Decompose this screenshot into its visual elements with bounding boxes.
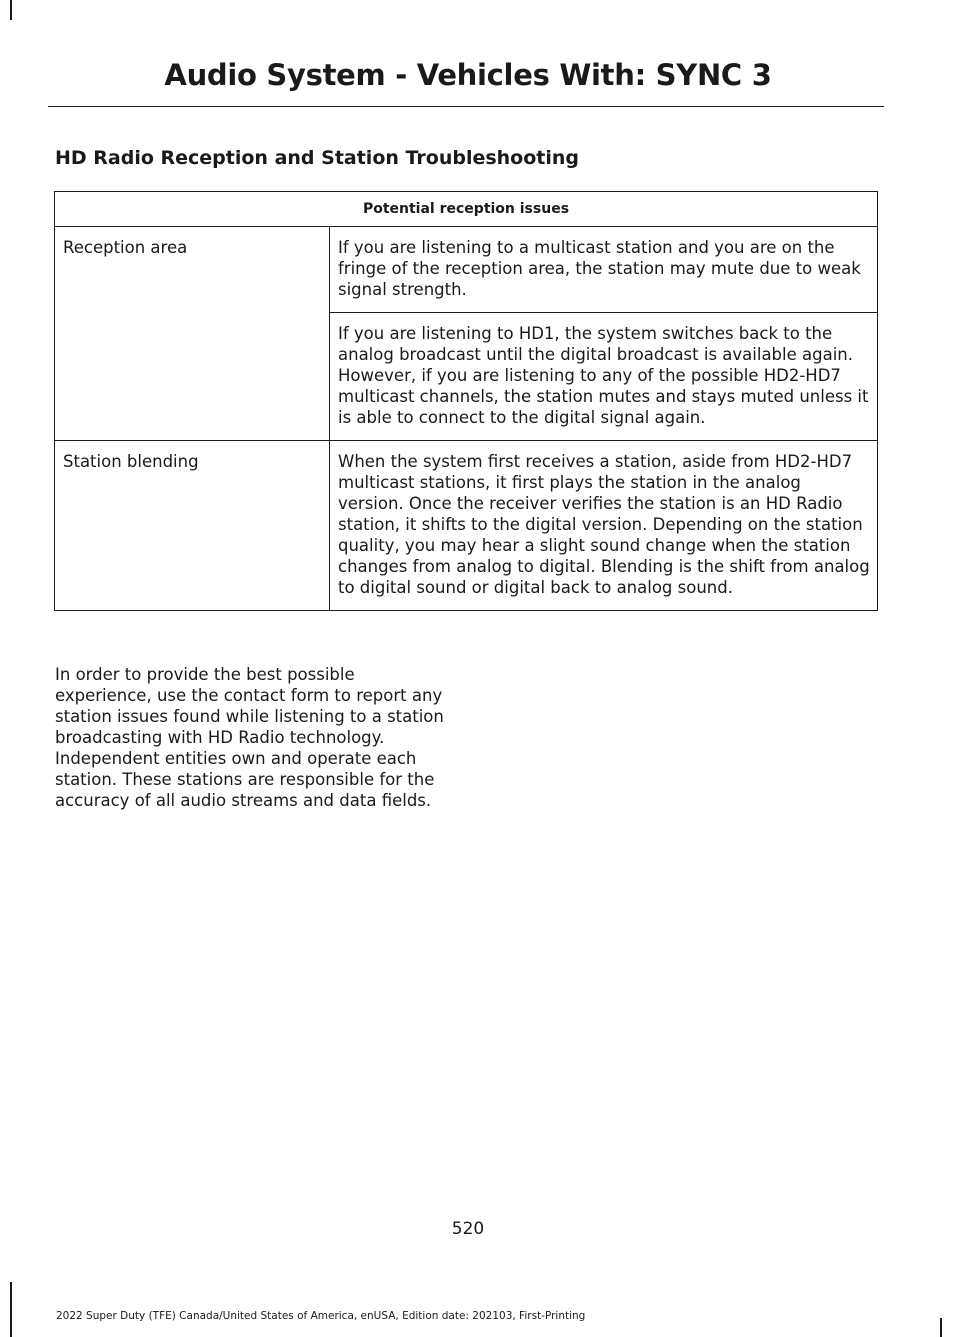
- crop-mark-top-left: [10, 0, 12, 20]
- page-number: 520: [451, 1219, 485, 1239]
- table-row: [55, 227, 878, 313]
- table-row-description: If you are listening to a multicast station and you are on the fringe of the reception area, the station may mute due to weak signal strength.: [330, 227, 878, 313]
- section-title: HD Radio Reception and Station Troubleshooting: [55, 147, 580, 169]
- page-footer: 2022 Super Duty (TFE) Canada/United States of America, enUSA, Edition date: 202103, First-Printing: [56, 1310, 586, 1322]
- page-header-title: Audio System - Vehicles With: SYNC 3: [164, 58, 772, 92]
- header-divider: [48, 106, 884, 107]
- table-row: [55, 441, 878, 611]
- table-row-label: Station blending: [55, 441, 330, 611]
- table-row-label: Reception area: [55, 227, 330, 441]
- table-header-row: [55, 192, 878, 227]
- table-caption: Potential reception issues: [55, 192, 878, 227]
- table-row-description: When the system first receives a station, aside from HD2-HD7 multicast stations, it first plays the station in the analog version. Once the receiver verifies the station is an HD Radio station, it shifts to the digital version. Depending on the station quality, you may hear a slight sound change when the station changes from analog to digital. Blending is the shift from analog to digital sound or digital back to analog sound.: [330, 441, 878, 611]
- reception-issues-table: [54, 191, 878, 611]
- table-row-description: If you are listening to HD1, the system switches back to the analog broadcast until the digital broadcast is available again. However, if you are listening to any of the possible HD2-HD7 multicast channels, the station mutes and stays muted unless it is able to connect to the digital signal again.: [330, 313, 878, 441]
- crop-mark-bottom-right: [940, 1318, 942, 1337]
- body-paragraph: In order to provide the best possible experience, use the contact form to report any station issues found while listening to a station broadcasting with HD Radio technology. Independent entities own and operate each station. These stations are responsible for the accuracy of all audio streams and data fields.: [55, 665, 444, 810]
- crop-mark-bottom-left: [10, 1282, 12, 1337]
